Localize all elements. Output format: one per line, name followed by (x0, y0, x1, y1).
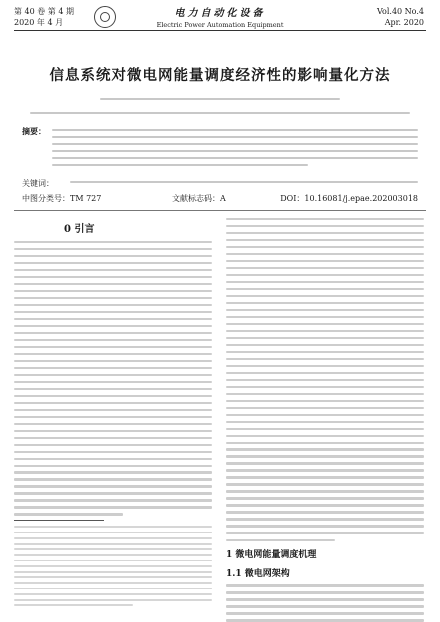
left-column (14, 218, 212, 518)
abstract-block (22, 126, 418, 172)
date-cn: 2020 年 4 月 (14, 18, 64, 27)
paper-title: 信息系统对微电网能量调度经济性的影响量化方法 (49, 67, 391, 84)
header-rule (14, 30, 426, 31)
footnote-rule (14, 520, 104, 521)
abstract-separator (14, 210, 426, 211)
header-center (130, 4, 310, 29)
header-right (377, 6, 424, 28)
doi: DOI：10.16081/j.epae.202003018 (280, 194, 418, 203)
keywords-placeholder (70, 181, 418, 188)
right-column (226, 218, 424, 614)
keywords-label: 关键词： (22, 179, 54, 188)
abstract-label: 摘要： (22, 126, 46, 136)
clc-number: 中图分类号：TM 727 (22, 194, 102, 203)
date-en: Apr. 2020 (384, 18, 424, 27)
abstract-text-placeholder (52, 129, 418, 166)
article-meta (22, 193, 418, 205)
author-line-placeholder (0, 98, 440, 105)
left-column-text-placeholder (14, 241, 212, 516)
journal-name-en: Electric Power Automation Equipment (156, 21, 284, 29)
volume-en: Vol.40 No.4 (377, 7, 424, 16)
volume-cn: 第 40 卷 第 4 期 (14, 7, 74, 16)
right-column-text-placeholder-bottom (226, 584, 424, 621)
section-intro-heading: 0 引言 (64, 224, 95, 235)
subsection-1-1-heading: 1.1 微电网架构 (226, 569, 290, 580)
right-column-text-placeholder-top (226, 218, 424, 541)
journal-name-cn: 电力自动化设备 (174, 8, 266, 19)
journal-header (0, 0, 440, 44)
header-left (14, 6, 74, 28)
section-1-heading: 1 微电网能量调度机理 (226, 550, 317, 561)
affiliation-placeholder (30, 112, 410, 119)
journal-logo-icon (94, 6, 116, 28)
document-code: 文献标志码：A (172, 194, 226, 203)
footnote-block (14, 526, 212, 618)
